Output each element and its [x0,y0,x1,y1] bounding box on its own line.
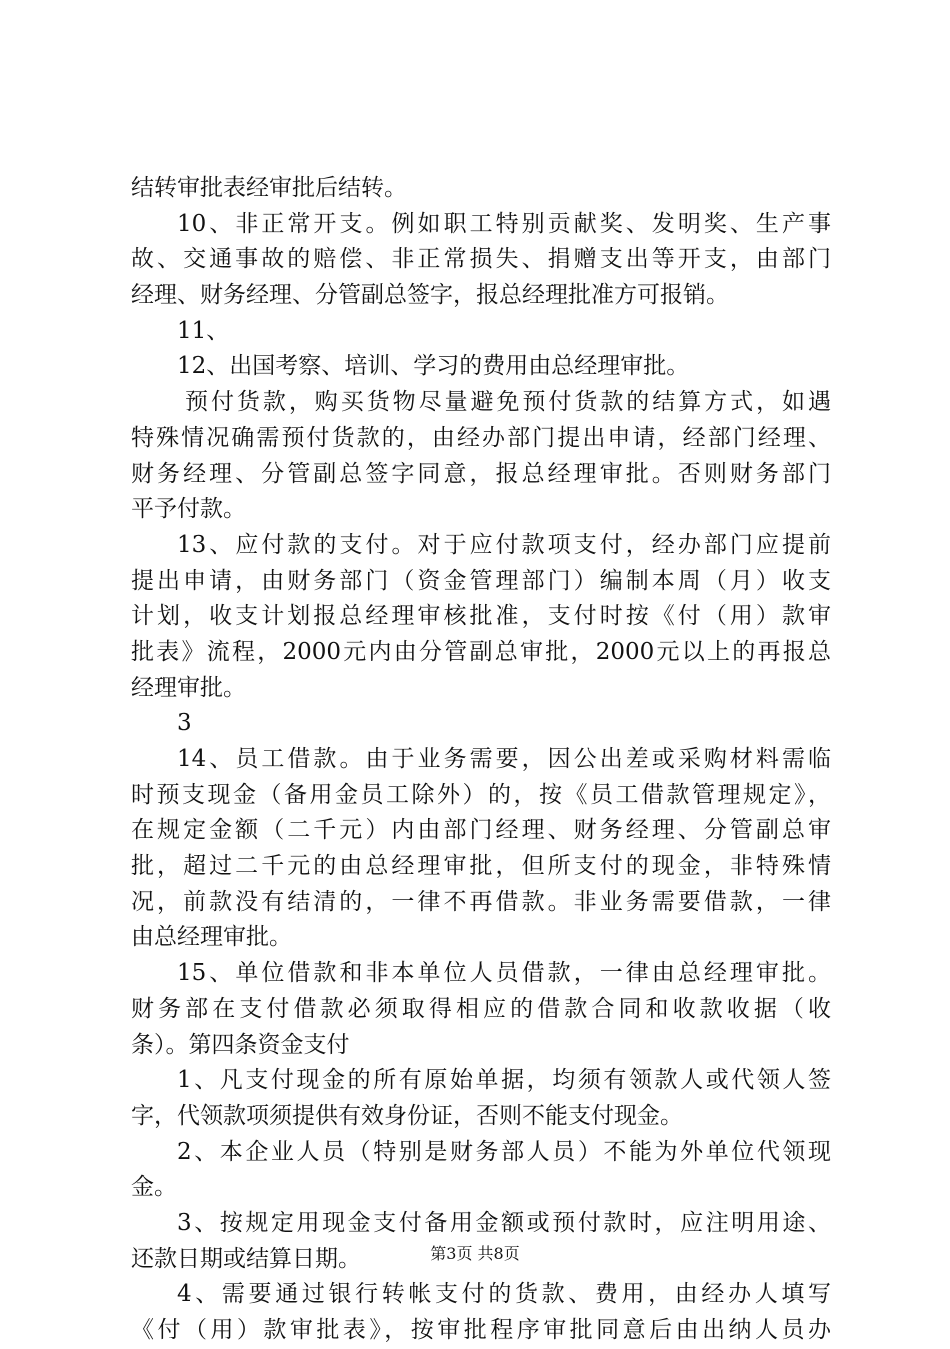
text-line: 故、交通事故的赔偿、非正常损失、捐赠支出等开支，由部门 [131,246,831,273]
text-line: 条）。第四条资金支付 [131,1031,350,1058]
text-line: 3 [177,710,192,737]
text-line: 财务部在支付借款必须取得相应的借款合同和收款收据（收 [131,995,831,1022]
text-line: 特殊情况确需预付货款的，由经办部门提出申请，经部门经理、 [131,424,831,451]
text-line: 在规定金额（二千元）内由部门经理、财务经理、分管副总审 [131,817,831,844]
text-line: 平予付款。 [131,496,246,523]
text-line: 12、出国考察、培训、学习的费用由总经理审批。 [177,353,690,380]
text-line: 经理、财务经理、分管副总签字，报总经理批准方可报销。 [131,282,729,309]
text-line: 时预支现金（备用金员工除外）的，按《员工借款管理规定》， [131,781,831,808]
page-footer: 第3页 共8页 [430,1244,520,1263]
text-line: 批表》流程，2000元内由分管副总审批，2000元以上的再报总 [131,638,831,665]
document-body [131,171,831,1349]
text-line: 1、凡支付现金的所有原始单据，均须有领款人或代领人签 [177,1067,831,1094]
text-line: 计划，收支计划报总经理审核批准，支付时按《付（用）款审 [131,603,831,630]
text-line: 4、需要通过银行转帐支付的货款、费用，由经办人填写 [177,1281,831,1308]
text-line: 字，代领款项须提供有效身份证，否则不能支付现金。 [131,1102,683,1129]
text-line: 预付货款，购买货物尽量避免预付货款的结算方式，如遇 [185,389,831,416]
text-line: 批，超过二千元的由总经理审批，但所支付的现金，非特殊情 [131,853,831,880]
text-line: 提出申请，由财务部门（资金管理部门）编制本周（月）收支 [131,567,831,594]
text-line: 11、 [177,317,230,344]
text-line: 财务经理、分管副总签字同意，报总经理审批。否则财务部门 [131,460,831,487]
text-line: 14、员工借款。由于业务需要，因公出差或采购材料需临 [177,746,831,772]
text-line: 况，前款没有结清的，一律不再借款。非业务需要借款，一律 [131,888,831,915]
text-line: 2、本企业人员（特别是财务部人员）不能为外单位代领现 [177,1138,831,1165]
text-line: 还款日期或结算日期。 [131,1245,361,1272]
text-line: 15、单位借款和非本单位人员借款，一律由总经理审批。 [177,960,831,987]
text-line: 10、非正常开支。例如职工特别贡献奖、发明奖、生产事 [177,210,831,237]
text-line: 《付（用）款审批表》，按审批程序审批同意后由出纳人员办 [131,1317,831,1343]
text-line: 经理审批。 [131,674,246,701]
text-line: 3、按规定用现金支付备用金额或预付款时，应注明用途、 [177,1209,831,1236]
text-line: 13、应付款的支付。对于应付款项支付，经办部门应提前 [177,531,831,558]
text-line: 结转审批表经审批后结转。 [131,175,407,201]
text-line: 由总经理审批。 [131,924,292,951]
text-line: 金。 [131,1174,177,1201]
